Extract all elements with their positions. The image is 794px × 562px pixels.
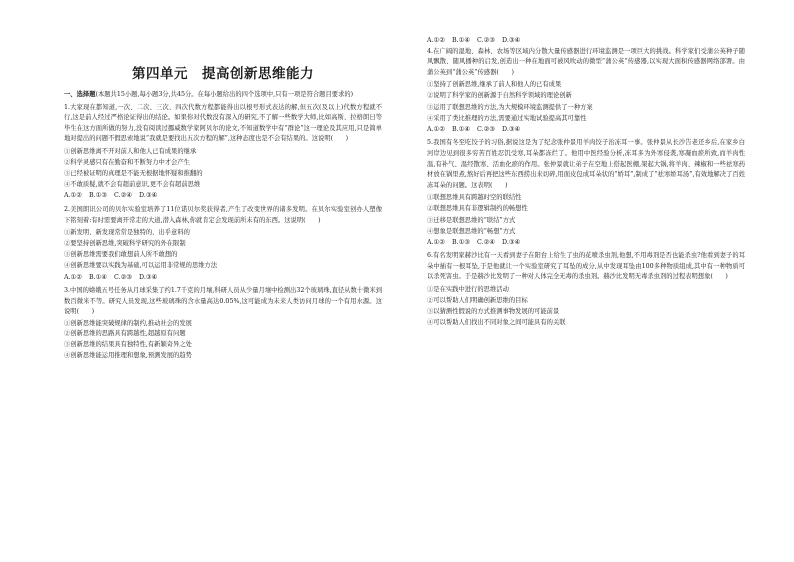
option-a: A.①②	[64, 192, 82, 200]
option-d: D.③④	[502, 37, 521, 44]
question-stem: 6.有名发明家赫沙比有一天看到妻子在阳台上给生了虫的花喷杀虫剂,他想,不用毒剂是否也能杀虫?他看到妻子的耳朵中插有一根耳坠,于是他就让一个实验室研究了耳坠的成分,从中发现耳坠由100多种物质组成,其中有一种物质可以杀死害虫。于是赫沙比发明了一种对人体完全无毒的杀虫剂。赫沙比发明无毒杀虫剂的过程表明想象( )	[427, 252, 745, 281]
question-stem: 3.中国的嫦娥五号任务从月球采集了约1.7千克的月壤,科研人员从少量月壤中检测出32个玻璃珠,直径从数十微米到数百微米不等。研究人员发现,这些玻璃珠的含水量高达0.05%,这可能成为未来人类访问月球的一个有用水源。这说明( )	[64, 287, 382, 316]
statement-item: ③已经被证明的真理是不能无根据地怀疑和推翻的	[64, 170, 203, 178]
question-5	[427, 138, 745, 248]
statement-item: ②科学灵感只有在勤奋和不断努力中才会产生	[64, 159, 190, 167]
statement-item: ④可以帮助人们找出不同对象之间可能具有的关联	[427, 319, 566, 327]
question-stem: 2.美国朗讯公司的贝尔实验室培养了11位诺贝尔奖获得者,产生了改变世界的诸多发明。在贝尔实验室创办人塑像下铭刻着:有时需要离开常走的大道,潜入森林,你就肯定会发现前所未有的东西。这说明( )	[64, 205, 382, 224]
statement-item: ③创新思维的结果具有独特性,有新颖奇异之处	[64, 341, 192, 349]
question-2	[64, 205, 382, 283]
option-a: A.①②	[427, 125, 445, 133]
section-label: 一、选择题	[64, 91, 96, 98]
statement-item: ②联想思维具有非逻辑制约的畅想性	[427, 205, 528, 213]
option-c: C.②③	[477, 37, 495, 44]
question-stem: 5.我国有冬至吃饺子的习俗,据说这是为了纪念张仲景用羊肉饺子治冻耳一事。张仲景从长沙告老还乡后,在家乡白河岸边见到很多穷苦百姓忍饥受寒,耳朵都冻烂了。他用中医经验分析,冻耳多为外寒侵袭,寒凝血瘀所致,而羊肉性温,有补气、温经散寒、活血化瘀的作用。张仲景就让弟子在空地上搭起医棚,架起大锅,将羊肉、辣椒和一些祛寒药材放在锅里煮,熬好后再把这些东西捞出来切碎,用面皮包成耳朵状的“娇耳”,制成了“祛寒娇耳汤”,有效地解决了百姓冻耳朵的问题。这表明( )	[427, 139, 745, 189]
question-6	[427, 251, 745, 328]
statement-item: ③迁移是联想思维的“联结”方式	[427, 216, 516, 224]
option-c: C.②④	[477, 238, 495, 246]
option-b: B.①④	[89, 273, 107, 281]
statement-item: ③创新思维需要我们敢想前人所不敢想的	[64, 251, 178, 259]
statement-item: ②可以帮助人们明确创新思维的目标	[427, 297, 528, 305]
answer-options	[427, 238, 745, 249]
section-header	[64, 90, 382, 101]
answer-options	[427, 125, 745, 136]
option-b: B.①③	[452, 238, 470, 246]
statement-item: ①是在实践中进行的思维活动	[427, 286, 509, 294]
option-d: D.③④	[139, 192, 158, 200]
statement-item: ③运用了联想思维的方法,为大规模环境监测提供了一种方案	[427, 103, 593, 111]
question-stem: 1.大家现在都知道,一次、二次、三次、四次代数方程都能得出以根号形式表达的解,但五次(及以上)代数方程就不行,这是前人经过严格论证得出的结论。如果你对代数没有深入的研究,不了解一些数学大师,比如高斯、拉格朗日等毕生在这方面所做的努力,没有阅读过挪威数学家阿贝尔的论文,不知道数学中有“群论”这一理论及其应用,只是简单地对提出的问题不假思索地说“我就是要找出五次方程的解”,这种态度也是不会有结果的。这说明( )	[64, 103, 382, 143]
option-d: D.③④	[502, 238, 521, 246]
option-d: D.③④	[502, 125, 521, 133]
statement-item: ④采用了类比推理的方法,需要通过实地试验提高其可靠性	[427, 114, 587, 122]
left-column	[64, 0, 382, 364]
answer-options	[64, 273, 382, 284]
statement-item: ①联想思维具有跨越时空的联结性	[427, 194, 522, 202]
statement-item: ④创新思维能运用推理和想象,预测发展的趋势	[64, 351, 192, 359]
option-c: C.②④	[114, 192, 132, 200]
option-d: D.③④	[139, 273, 158, 281]
statement-item: ①坚持了创新思维,继承了前人和他人的已有成果	[427, 81, 562, 89]
statement-item: ②创新思维的思路具有跨越性,超越原有问题	[64, 330, 186, 338]
option-c: C.②③	[114, 273, 132, 281]
statement-item: ④想象是联想思维的“畅想”方式	[427, 227, 516, 235]
answer-options	[64, 191, 382, 202]
option-c: C.②③	[477, 125, 495, 133]
statement-item: ①创新思维离不开对前人和他人已有成果的继承	[64, 147, 197, 155]
question-3	[64, 286, 382, 361]
statement-item: ②要坚持创新思维,突破科学研究的外在限制	[64, 240, 186, 248]
right-column	[427, 0, 745, 331]
statement-item: ①新发明、新发现常常是独特的、出乎意料的	[64, 229, 190, 237]
question-4	[427, 47, 745, 136]
option-a: A.①②	[427, 238, 445, 246]
page-title: 第四单元 提高创新思维能力	[132, 66, 314, 82]
option-b: B.①③	[89, 192, 107, 200]
statement-item: ①创新思维能突破规律的制约,推动社会的发展	[64, 319, 192, 327]
answer-options-q3-continued	[427, 36, 745, 47]
statement-item: ④不敢质疑,就不会有超前意识,更不会有超前思维	[64, 181, 201, 189]
question-stem: 4.在广阔的湿地、森林、农场等区域内分散大量传感器进行环境监测是一项巨大的挑战。科学家们受蒲公英种子随风飘散、随风播种的启发,创造出一种在地面可被风吹动的微型“蒲公英”传感器,以实现大面积传感器网络部署。由蒲公英到“蒲公英”传感器( )	[427, 47, 745, 76]
option-b: B.①④	[452, 125, 470, 133]
statement-item: ③以猜测性假说的方式推测事物发展的可能前景	[427, 308, 560, 316]
section-note: (本题共15小题,每小题3分,共45分。在每小题给出的四个选项中,只有一项是符合题目要求的)	[95, 91, 354, 98]
question-1	[64, 103, 382, 202]
option-a: A.①②	[64, 273, 82, 281]
statement-item: ②说明了科学家的创新源于自然科学领域的理论创新	[427, 92, 572, 100]
option-a: A.①②	[427, 37, 445, 44]
statement-item: ④创新思维要以实践为基础,可以运用非常规的思维方法	[64, 262, 218, 270]
option-b: B.①④	[452, 37, 470, 44]
